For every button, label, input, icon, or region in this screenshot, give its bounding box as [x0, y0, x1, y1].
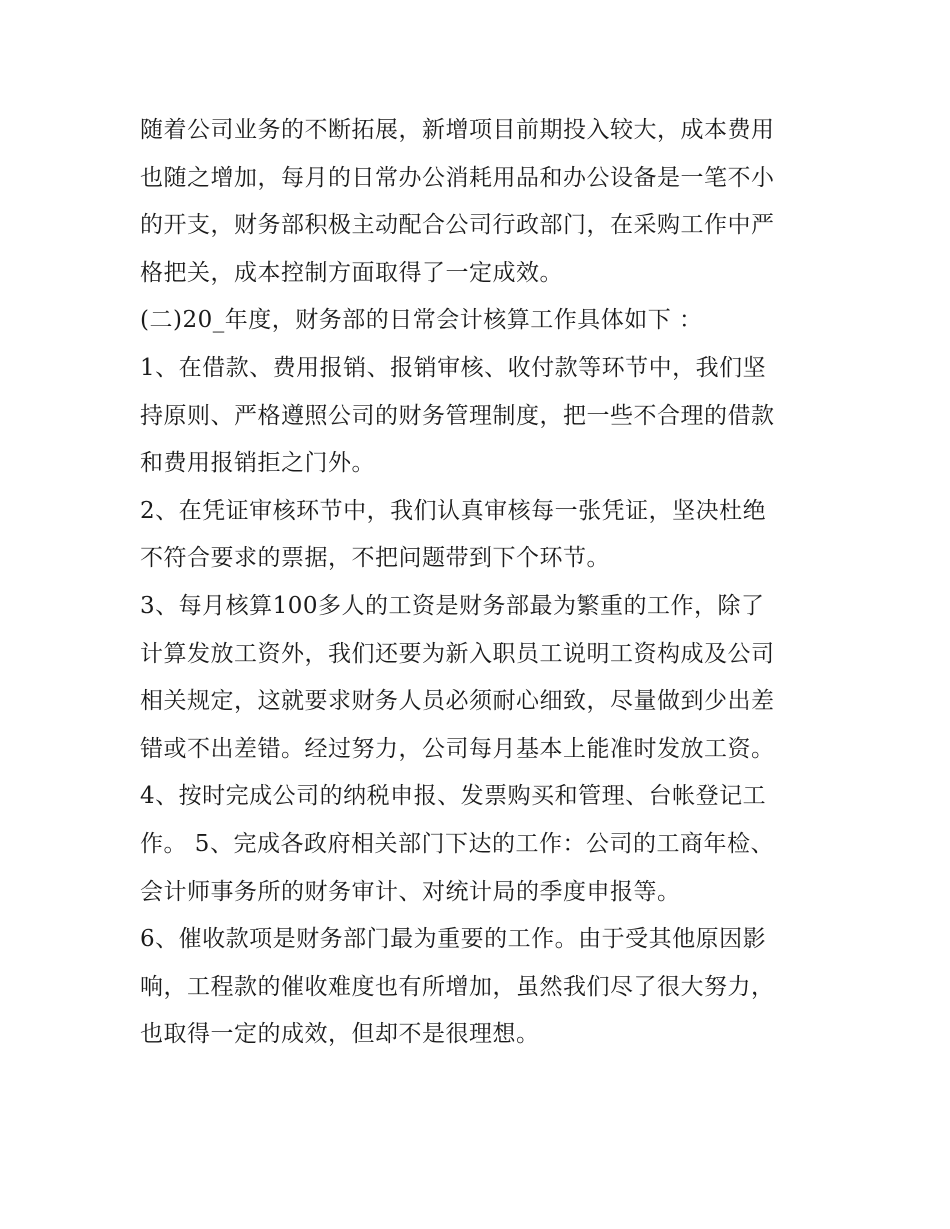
text-line: 3、每月核算100多人的工资是财务部最为繁重的工作，除了 [140, 592, 765, 619]
text-line: 作。 5、完成各政府相关部门下达的工作：公司的工商年检、 [140, 830, 774, 857]
text-line: 也取得一定的成效，但却不是很理想。 [140, 1021, 540, 1048]
text-line: 不符合要求的票据，不把问题带到下个环节。 [140, 545, 610, 572]
text-line: 1、在借款、费用报销、报销审核、收付款等环节中，我们坚 [140, 354, 767, 381]
text-line: 错或不出差错。经过努力，公司每月基本上能准时发放工资。 [140, 735, 775, 762]
document-body [140, 107, 820, 1059]
text-line: 2、在凭证审核环节中，我们认真审核每一张凭证，坚决杜绝 [140, 497, 767, 524]
text-line: 6、催收款项是财务部门最为重要的工作。由于受其他原因影 [140, 926, 767, 953]
text-line: 随着公司业务的不断拓展，新增项目前期投入较大，成本费用 [140, 117, 775, 143]
text-line: 持原则、严格遵照公司的财务管理制度，把一些不合理的借款 [140, 402, 775, 429]
text-line: 的开支，财务部积极主动配合公司行政部门，在采购工作中严 [140, 212, 775, 239]
text-line: 也随之增加，每月的日常办公消耗用品和办公设备是一笔不小 [140, 164, 775, 191]
section-heading: (二)20_年度，财务部的日常会计核算工作具体如下 ： [140, 307, 703, 334]
text-line: 和费用报销拒之门外。 [140, 450, 375, 477]
text-line: 4、按时完成公司的纳税申报、发票购买和管理、台帐登记工 [140, 783, 767, 810]
text-line: 计算发放工资外，我们还要为新入职员工说明工资构成及公司 [140, 640, 775, 667]
text-line: 相关规定，这就要求财务人员必须耐心细致，尽量做到少出差 [140, 688, 775, 715]
text-line: 会计师事务所的财务审计、对统计局的季度申报等。 [140, 878, 681, 905]
text-line: 格把关，成本控制方面取得了一定成效。 [140, 259, 563, 286]
text-line: 响，工程款的催收难度也有所增加，虽然我们尽了很大努力， [140, 973, 775, 1000]
